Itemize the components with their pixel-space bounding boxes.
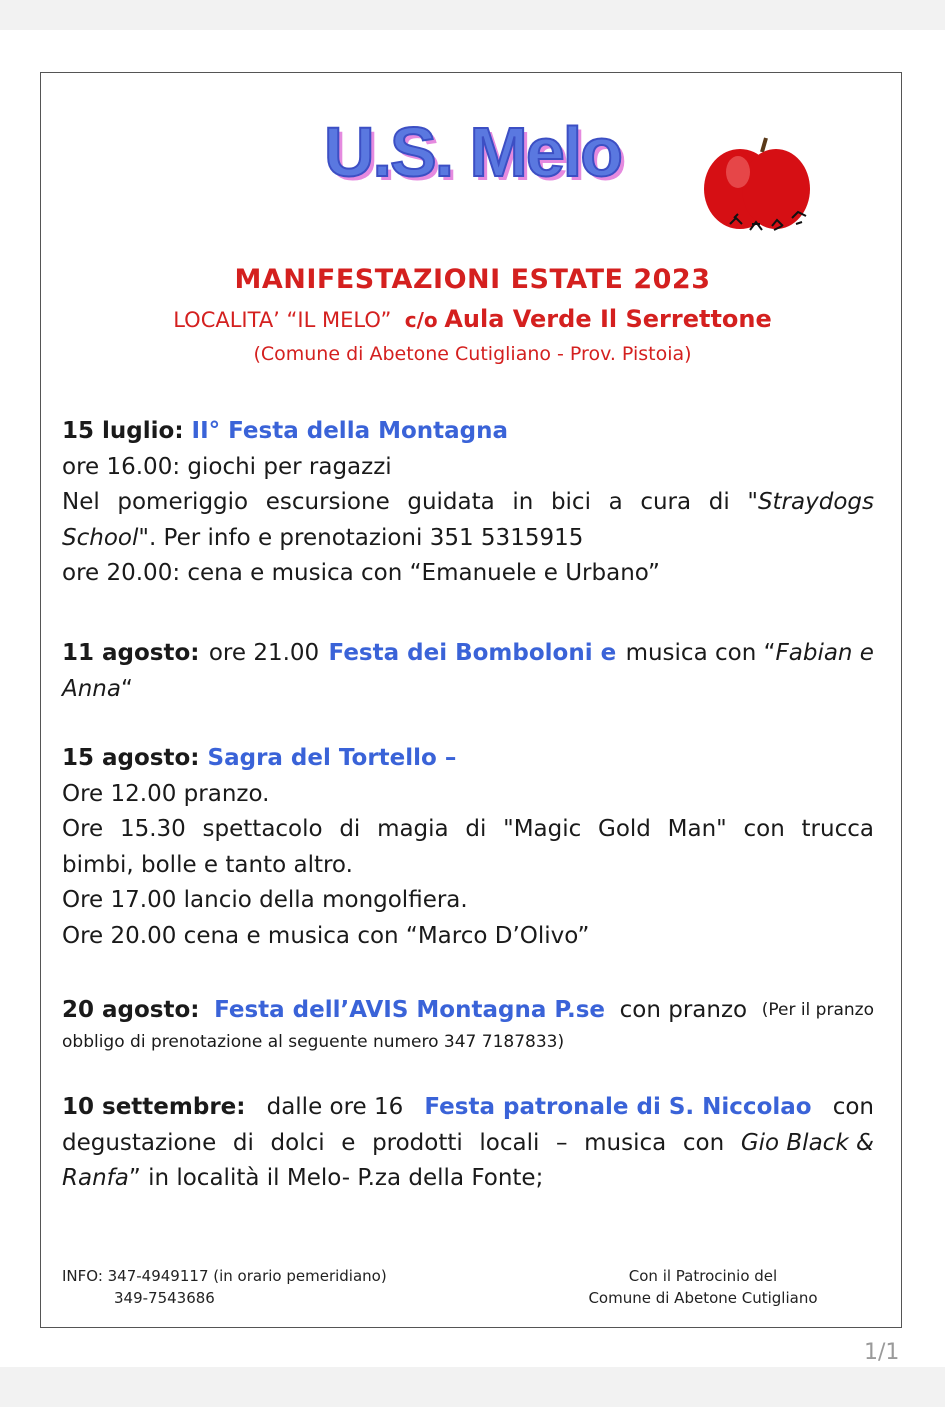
- event-line: Ore 20.00 cena e musica con “Marco D’Olivo”: [62, 922, 590, 949]
- event-note: obbligo di prenotazione al seguente numero 347 7187833): [62, 1031, 565, 1052]
- event-line: Ore 17.00 lancio della mongolfiera.: [62, 887, 468, 913]
- word: musica: [584, 1129, 667, 1156]
- word: bici: [550, 489, 591, 515]
- word: "Straydogs: [747, 489, 874, 515]
- word: in: [512, 489, 534, 515]
- club-logo-title: U.S. Melo: [323, 113, 622, 191]
- info-contacts: [62, 1265, 387, 1309]
- event-title: II° Festa della Montagna: [191, 418, 509, 444]
- word: a: [608, 489, 623, 515]
- word: locali: [479, 1129, 540, 1156]
- word: magia: [377, 816, 449, 842]
- event-italic: Fabian e: [775, 640, 874, 666]
- info-phone-1: INFO: 347-4949117 (in orario pemeridiano): [62, 1267, 387, 1285]
- event-time: dalle ore 16: [266, 1094, 404, 1120]
- location-line: [0, 305, 945, 333]
- word: Gio Black &: [740, 1129, 874, 1156]
- word: di: [339, 816, 361, 842]
- event-15-luglio: 15 luglio: II° Festa della Montagna ore 16.00: giochi per ragazzi Nel pomeriggio escursione guidata in bici a cura di "Straydogs School". Per info e prenotazioni 351 5315915 ore 20.00: cena e musica con “Emanuele e Urbano”: [62, 414, 874, 592]
- word: Gold: [598, 816, 651, 842]
- word: –: [556, 1129, 568, 1156]
- word: Man": [667, 816, 727, 842]
- word: e: [341, 1129, 356, 1156]
- events-heading: MANIFESTAZIONI ESTATE 2023: [234, 264, 711, 295]
- word: escursione: [265, 489, 390, 515]
- word: cura: [640, 489, 692, 515]
- event-line-rest: ” in località il Melo- P.za della Fonte;: [128, 1165, 544, 1191]
- event-time: ore 21.00: [208, 640, 320, 666]
- event-italic: Anna: [62, 675, 121, 702]
- word: prodotti: [372, 1129, 463, 1156]
- word: trucca: [801, 816, 874, 842]
- event-line: ore 20.00: cena e musica con “Emanuele e Urbano”: [62, 560, 660, 586]
- event-11-agosto: 11 agosto: ore 21.00 Festa dei Bomboloni e musica con “Fabian e Anna“: [62, 636, 874, 707]
- event-title: Festa dei Bomboloni e: [328, 640, 617, 666]
- location-co: c/o: [404, 308, 438, 332]
- location-prefix: LOCALITA’ “IL MELO”: [173, 308, 392, 332]
- event-line: bimbi, bolle e tanto altro.: [62, 851, 353, 878]
- event-line-rest: con pranzo: [619, 997, 748, 1023]
- word: guidata: [407, 489, 495, 515]
- word: pomeriggio: [117, 489, 249, 515]
- event-date: 11 agosto: [62, 640, 191, 666]
- apple-icon: [700, 134, 820, 244]
- event-line: ore 16.00: giochi per ragazzi: [62, 453, 392, 480]
- page-indicator: 1/1: [864, 1340, 900, 1365]
- event-date: 15 luglio: [62, 418, 175, 444]
- word: degustazione: [62, 1129, 217, 1156]
- event-date: 15 agosto: [62, 745, 191, 771]
- word: di: [708, 489, 730, 515]
- event-date: 20 agosto: [62, 997, 191, 1023]
- word: dolci: [270, 1129, 325, 1156]
- word: con: [682, 1129, 725, 1156]
- word: 15.30: [119, 816, 186, 842]
- event-date: 10 settembre: [62, 1094, 237, 1120]
- location-place: Aula Verde Il Serrettone: [444, 305, 772, 333]
- event-line-justified: [62, 812, 874, 848]
- event-line-justified: [62, 485, 874, 521]
- info-phone-2: 349-7543686: [114, 1289, 215, 1307]
- event-title: Sagra del Tortello –: [207, 745, 457, 771]
- event-line-rest: con: [832, 1094, 874, 1120]
- word: Ore: [62, 816, 104, 842]
- patrocinio-line-1: Con il Patrocinio del: [628, 1267, 778, 1285]
- event-20-agosto: 20 agosto: Festa dell’AVIS Montagna P.se con pranzo (Per il pranzo obbligo di prenotazione al seguente numero 347 7187833): [62, 993, 874, 1055]
- word: "Magic: [503, 816, 582, 842]
- event-quote: “: [120, 675, 133, 702]
- event-title: Festa patronale di S. Niccolao: [424, 1094, 812, 1120]
- event-line-rest: musica con “: [625, 640, 776, 666]
- event-note: (Per il pranzo: [761, 1000, 874, 1020]
- word: Nel: [62, 489, 100, 515]
- event-line-rest: . Per info e prenotazioni 351 5315915: [148, 524, 584, 551]
- event-italic: Ranfa: [62, 1165, 129, 1191]
- event-10-settembre: 10 settembre: dalle ore 16 Festa patronale di S. Niccolao con degustazione di dolci e prodotti locali – musica con Gio Black & Ranfa” in località il Melo- P.za della Fonte;: [62, 1090, 874, 1197]
- patrocinio: [560, 1265, 846, 1309]
- event-line: Ore 12.00 pranzo.: [62, 780, 270, 807]
- word: con: [743, 816, 785, 842]
- event-italic: School": [62, 524, 149, 551]
- event-15-agosto: 15 agosto: Sagra del Tortello – Ore 12.00 pranzo. Ore 15.30 spettacolo di magia di "Magic Gold Man" con trucca bimbi, bolle e tanto altro. Ore 17.00 lancio della mongolfiera. Ore 20.00 cena e musica con “Marco D’Olivo”: [62, 741, 874, 954]
- word: di: [465, 816, 487, 842]
- event-line-justified: [62, 1126, 874, 1162]
- patrocinio-line-2: Comune di Abetone Cutigliano: [588, 1289, 818, 1307]
- event-title: Festa dell’AVIS Montagna P.se: [214, 997, 606, 1023]
- word: di: [232, 1129, 254, 1156]
- comune-line: (Comune di Abetone Cutigliano - Prov. Pistoia): [253, 343, 692, 365]
- word: spettacolo: [202, 816, 323, 842]
